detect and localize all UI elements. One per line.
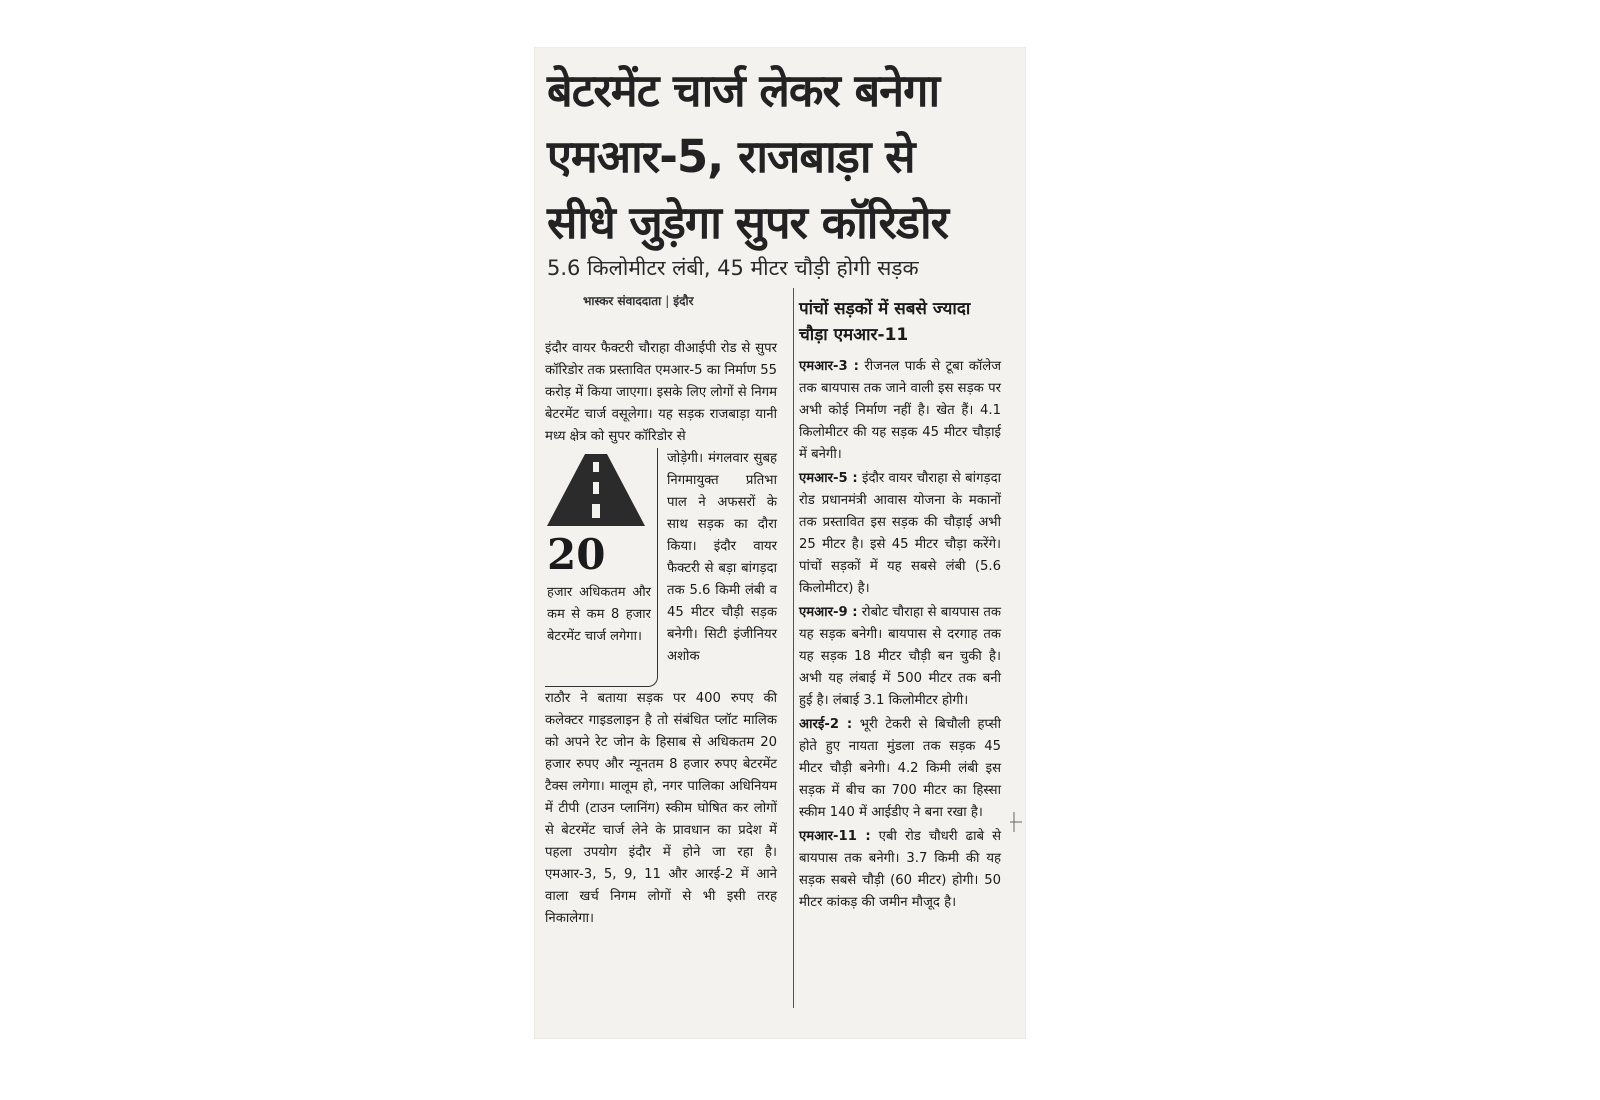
sidebar-item-text: भूरी टेकरी से बिचौली हप्सी होते हुए नायता मुंडला तक सड़क 45 मीटर चौड़ी बनेगी। 4.2 किमी लंबी इस सड़क में बीच का 700 मीटर का हिस्सा स्कीम 140 में आईडीए ने बना रखा है।: [799, 717, 1001, 820]
sidebar-column: [799, 296, 1001, 916]
sidebar-item-text: रोबोट चौराहा से बायपास तक यह सड़क बनेगी। बायपास से दरगाह तक यह सड़क 18 मीटर चौड़ी बन चुकी है। अभी यह लंबाई में 500 मीटर तक बनी हुई है। लंबाई 3.1 किलोमीटर होगी।: [799, 605, 1001, 708]
sidebar-item: [799, 468, 1001, 600]
road-icon: [547, 452, 645, 528]
sidebar-item-text: इंदौर वायर चौराहा से बांगड़दा रोड प्रधानमंत्री आवास योजना के मकानों तक प्रस्तावित इस सड़क की चौड़ाई अभी 25 मीटर है। इसे 45 मीटर चौड़ा करेंगे। पांचों सड़कों में यह सबसे लंबी (5.6 किलोमीटर) है।: [799, 471, 1001, 596]
factbox-number: 20: [547, 530, 606, 579]
factbox: [545, 448, 658, 687]
registration-mark-icon: [1010, 812, 1022, 832]
sidebar-item: [799, 826, 1001, 914]
headline-line-1: बेटरमेंट चार्ज लेकर बनेगा: [547, 64, 940, 117]
sidebar-item: [799, 602, 1001, 712]
byline-city: इंदौर: [673, 294, 694, 308]
sidebar-body: [799, 356, 1001, 914]
sidebar-item-label: एमआर-9 :: [799, 605, 858, 620]
sidebar-item: [799, 356, 1001, 466]
subheadline: 5.6 किलोमीटर लंबी, 45 मीटर चौड़ी होगी सड़क: [547, 256, 919, 280]
sidebar-item: [799, 714, 1001, 824]
headline: [547, 58, 1017, 256]
sidebar-item-label: एमआर-3 :: [799, 359, 859, 374]
story-wrap-paragraph: जोड़ेगी। मंगलवार सुबह निगमायुक्त प्रतिभा पाल ने अफसरों के साथ सड़क का दौरा किया। इंदौर वायर फैक्टरी से बड़ा बांगड़दा तक 5.6 किमी लंबी व 45 मीटर चौड़ी सड़क बनेगी। सिटी इंजीनियर अशोक: [667, 451, 777, 664]
sidebar-item-text: एबी रोड चौधरी ढाबे से बायपास तक बनेगी। 3.7 किमी की यह सड़क सबसे चौड़ी (60 मीटर) होगी। 50 मीटर कांकड़ की जमीन मौजूद है।: [799, 829, 1001, 910]
newspaper-clipping: [535, 48, 1025, 1038]
story-lead-paragraph: इंदौर वायर फैक्टरी चौराहा वीआईपी रोड से सुपर कॉरिडोर तक प्रस्तावित एमआर-5 का निर्माण 55 करोड़ में किया जाएगा। इसके लिए लोगों से निगम बेटरमेंट चार्ज वसूलेगा। यह सड़क राजबाड़ा यानी मध्य क्षेत्र को सुपर कॉरिडोर से: [545, 341, 777, 444]
sidebar-item-text: रीजनल पार्क से टूबा कॉलेज तक बायपास तक जाने वाली इस सड़क पर अभी कोई निर्माण नहीं है। खेत हैं। 4.1 किलोमीटर की यह सड़क 45 मीटर चौड़ाई में बनेगी।: [799, 359, 1001, 462]
factbox-row: [545, 448, 777, 688]
byline-separator: |: [665, 294, 670, 308]
column-divider: [793, 288, 794, 1008]
sidebar-item-label: आरई-2 :: [799, 717, 853, 732]
byline-reporter: भास्कर संवाददाता: [583, 294, 662, 308]
sidebar-item-label: एमआर-5 :: [799, 471, 858, 486]
headline-line-3: सीधे जुड़ेगा सुपर कॉरिडोर: [547, 196, 949, 249]
sidebar-heading: पांचों सड़कों में सबसे ज्यादा चौड़ा एमआर-11: [799, 299, 971, 345]
main-story-column: [545, 338, 777, 930]
factbox-text: हजार अधिकतम और कम से कम 8 हजार बेटरमेंट चार्ज लगेगा।: [547, 585, 651, 644]
headline-line-2: एमआर-5, राजबाड़ा से: [547, 130, 915, 183]
sidebar-item-label: एमआर-11 :: [799, 829, 871, 844]
story-rest-paragraph: राठौर ने बताया सड़क पर 400 रुपए की कलेक्टर गाइडलाइन है तो संबंधित प्लॉट मालिक को अपने रेट जोन के हिसाब से अधिकतम 20 हजार रुपए और न्यूनतम 8 हजार रुपए बेटरमेंट टैक्स लगेगा। मालूम हो, नगर पालिका अधिनियम में टीपी (टाउन प्लानिंग) स्कीम घोषित कर लोगों से बेटरमेंट चार्ज लेने के प्रावधान का प्रदेश में पहला उपयोग इंदौर में होने जा रहा है। एमआर-3, 5, 9, 11 और आरई-2 में आने वाला खर्च निगम लोगों से भी इसी तरह निकालेगा।: [545, 691, 777, 926]
byline: [583, 292, 783, 309]
